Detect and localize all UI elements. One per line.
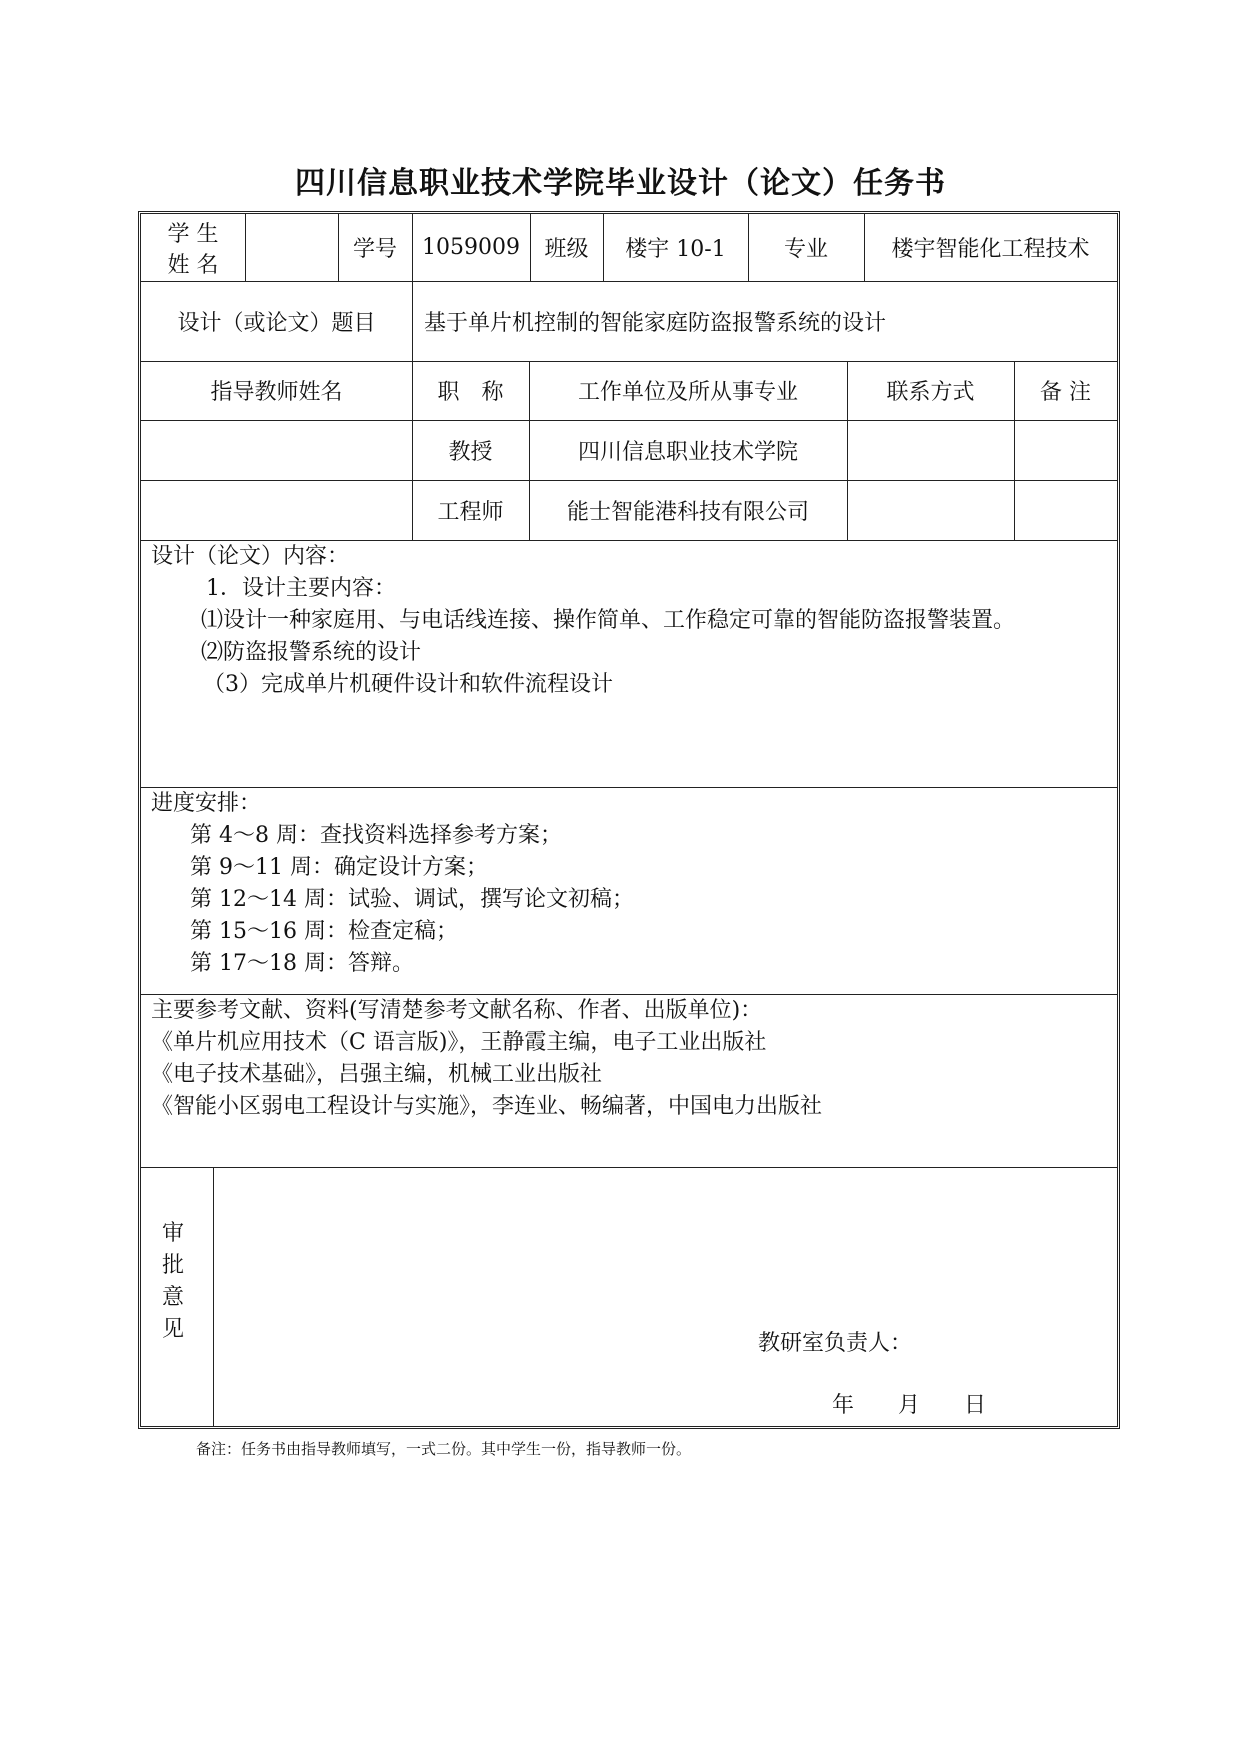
schedule-line: 第 9～11 周：确定设计方案； (190, 855, 488, 880)
reference-item: 《智能小区弱电工程设计与实施》，李连业、畅编著，中国电力出版社 (151, 1094, 823, 1119)
schedule-heading: 进度安排： (151, 791, 262, 816)
topic-value: 基于单片机控制的智能家庭防盗报警系统的设计 (424, 310, 887, 336)
content-line: ⑵防盗报警系统的设计 (201, 640, 422, 665)
approval-label-char: 审 (161, 1221, 184, 1246)
class-value: 楼宇 10-1 (625, 237, 726, 262)
advisor-title-cell: 工程师 (437, 499, 504, 525)
reference-item: 《电子技术基础》，吕强主编，机械工业出版社 (151, 1062, 603, 1087)
student-name-field (245, 214, 338, 281)
advisor-name-cell (141, 480, 412, 540)
student-name-label-line2: 姓 名 (167, 253, 219, 278)
advisor-remarks-cell (1014, 420, 1117, 480)
approval-date-line: 年 月 日 (832, 1393, 987, 1418)
col-divider (213, 1167, 214, 1426)
student-name-label-line1: 学 生 (167, 222, 219, 247)
advisor-workplace-cell: 四川信息职业技术学院 (577, 439, 798, 465)
advisor-workplace-cell: 能士智能港科技有限公司 (566, 499, 809, 525)
advisor-name-header: 指导教师姓名 (210, 380, 343, 405)
contact-header: 联系方式 (886, 380, 975, 405)
remarks-header: 备 注 (1040, 380, 1091, 405)
schedule-line: 第 17～18 周：答辩。 (190, 951, 414, 976)
advisor-name-cell (141, 420, 412, 480)
document-title: 四川信息职业技术学院毕业设计（论文）任务书 (295, 166, 946, 201)
major-label: 专业 (783, 237, 828, 262)
advisor-contact-cell (847, 420, 1014, 480)
content-line: （3）完成单片机硬件设计和软件流程设计 (203, 672, 613, 697)
row-divider (141, 787, 1117, 788)
schedule-line: 第 12～14 周：试验、调试，撰写论文初稿； (190, 887, 634, 912)
approval-label-char: 批 (161, 1253, 184, 1278)
title-header: 职 称 (437, 380, 504, 405)
schedule-line: 第 4～8 周：查找资料选择参考方案； (190, 823, 562, 848)
approval-label-char: 意 (161, 1285, 184, 1310)
approval-label (160, 1218, 186, 1346)
student-id-value: 1059009 (422, 235, 520, 260)
student-id-label: 学号 (352, 237, 397, 262)
footnote: 备注：任务书由指导教师填写，一式二份。其中学生一份，指导教师一份。 (196, 1440, 692, 1458)
reference-item: 《单片机应用技术（C 语言版)》，王静霞主编，电子工业出版社 (151, 1030, 767, 1055)
col-divider (412, 281, 413, 361)
topic-label: 设计（或论文）题目 (177, 310, 376, 336)
class-label: 班级 (544, 237, 589, 262)
row-divider (141, 1167, 1117, 1168)
workplace-header: 工作单位及所从事专业 (577, 380, 798, 405)
content-line: 1．设计主要内容： (206, 576, 396, 601)
references-heading: 主要参考文献、资料(写清楚参考文献名称、作者、出版单位)： (151, 998, 763, 1023)
content-line: ⑴设计一种家庭用、与电话线连接、操作简单、工作稳定可靠的智能防盗报警装置。 (201, 608, 1016, 633)
section-head-signature-label: 教研室负责人： (758, 1331, 913, 1356)
advisor-remarks-cell (1014, 480, 1117, 540)
advisor-contact-cell (847, 480, 1014, 540)
schedule-line: 第 15～16 周：检查定稿； (190, 919, 458, 944)
advisor-title-cell: 教授 (448, 439, 493, 465)
content-heading: 设计（论文）内容： (151, 544, 350, 569)
approval-label-char: 见 (161, 1317, 184, 1342)
major-value: 楼宇智能化工程技术 (891, 237, 1090, 262)
